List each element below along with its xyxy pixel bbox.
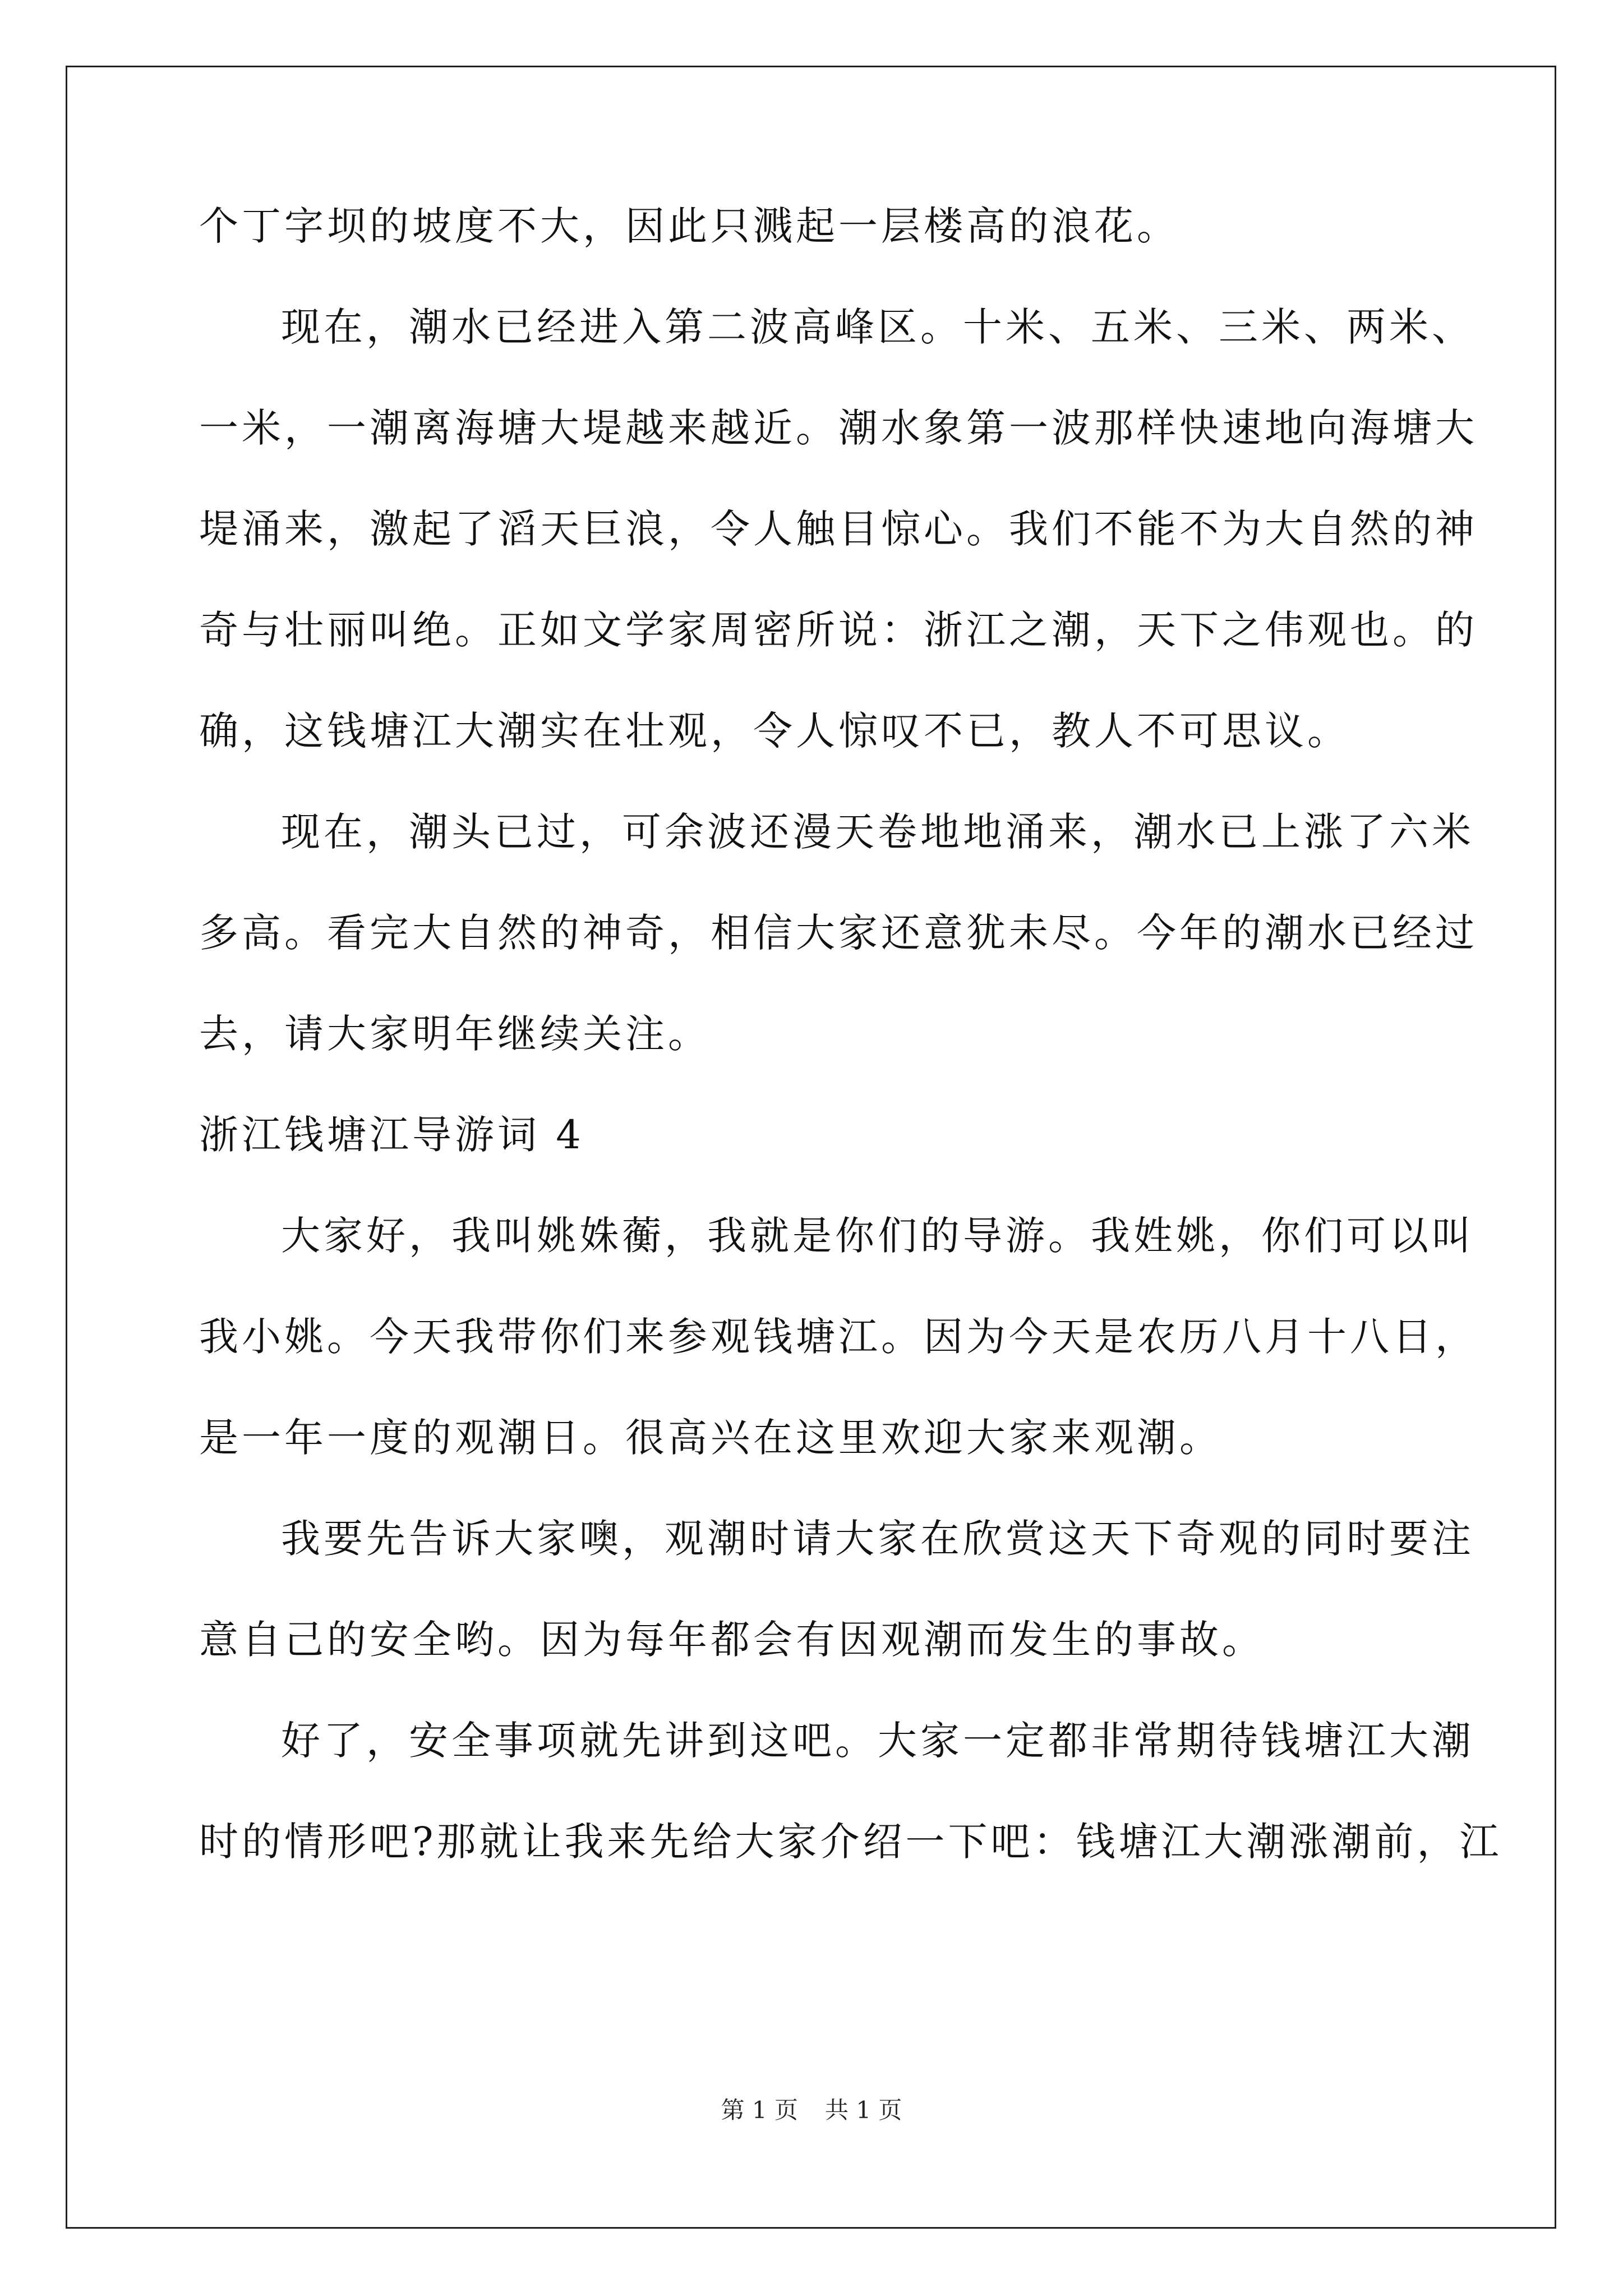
paragraph-first-line: 现在，潮头已过，可余波还漫天卷地地涌来，潮水已上涨了六米 xyxy=(281,809,1474,855)
text-line: 去，请大家明年继续关注。 xyxy=(199,1011,711,1057)
text-line: 奇与壮丽叫绝。正如文学家周密所说：浙江之潮，天下之伟观也。的 xyxy=(199,607,1478,653)
page-footer xyxy=(0,2093,1623,2127)
section-heading: 浙江钱塘江导游词 4 xyxy=(199,1112,584,1158)
paragraph-first-line: 好了，安全事项就先讲到这吧。大家一定都非常期待钱塘江大潮 xyxy=(281,1718,1474,1764)
paragraph-first-line: 大家好，我叫姚姝蘅，我就是你们的导游。我姓姚，你们可以叫 xyxy=(281,1213,1474,1259)
text-line: 确，这钱塘江大潮实在壮观，令人惊叹不已，教人不可思议。 xyxy=(199,708,1350,754)
text-line: 是一年一度的观潮日。很高兴在这里欢迎大家来观潮。 xyxy=(199,1415,1222,1461)
text-line: 个丁字坝的坡度不大，因此只溅起一层楼高的浪花。 xyxy=(199,203,1179,249)
page-number: 第 1 页 xyxy=(721,2096,798,2124)
paragraph-first-line: 现在，潮水已经进入第二波高峰区。十米、五米、三米、两米、 xyxy=(281,304,1474,350)
text-line: 一米，一潮离海塘大堤越来越近。潮水象第一波那样快速地向海塘大 xyxy=(199,405,1478,451)
page-total: 共 1 页 xyxy=(825,2096,902,2124)
text-line: 我小姚。今天我带你们来参观钱塘江。因为今天是农历八月十八日， xyxy=(199,1314,1478,1360)
text-line: 多高。看完大自然的神奇，相信大家还意犹未尽。今年的潮水已经过 xyxy=(199,910,1478,956)
text-line: 意自己的安全哟。因为每年都会有因观潮而发生的事故。 xyxy=(199,1617,1265,1663)
text-line: 堤涌来，激起了滔天巨浪，令人触目惊心。我们不能不为大自然的神 xyxy=(199,506,1478,552)
paragraph-first-line: 我要先告诉大家噢，观潮时请大家在欣赏这天下奇观的同时要注 xyxy=(281,1516,1474,1562)
text-line: 时的情形吧?那就让我来先给大家介绍一下吧：钱塘江大潮涨潮前，江 xyxy=(199,1819,1502,1865)
